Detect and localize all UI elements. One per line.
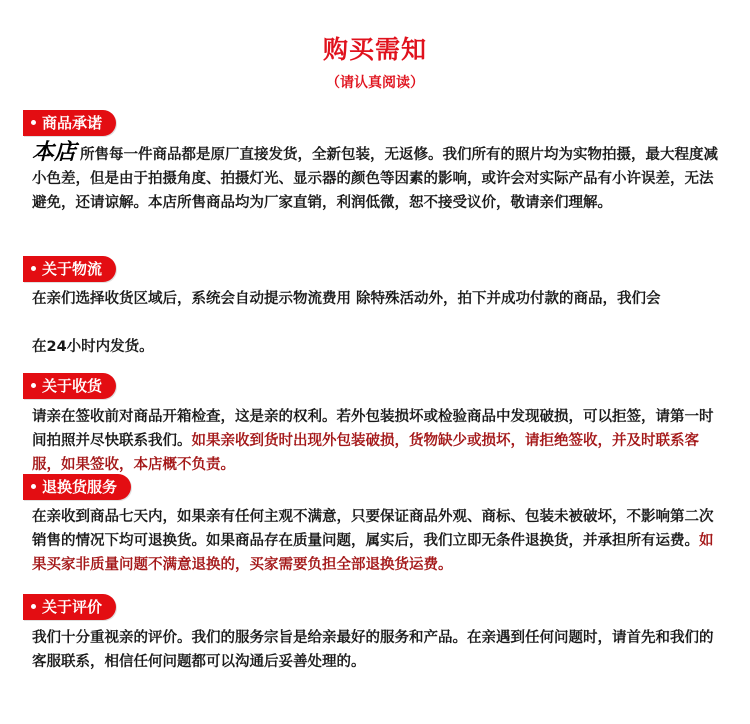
section-text-logistics-line2: 在24小时内发货。 xyxy=(32,339,154,355)
section-label-promise: 商品承诺 xyxy=(23,110,116,136)
bullet-dot-icon xyxy=(31,604,36,609)
section-label-reviews: 关于评价 xyxy=(23,594,116,620)
section-label-receipt: 关于收货 xyxy=(23,373,116,399)
section-text-promise: 本店 所售每一件商品都是原厂直接发货，全新包装，无返修。我们所有的照片均为实物拍摄，最大程度减小色差，但是由于拍摄角度、拍摄灯光、显示器的颜色等因素的影响，或许会对实际产品有小许误差，无法避免，还请谅解。本店所售商品均为厂家直销，利润低微，恕不接受议价，敬请亲们理解。 xyxy=(32,139,719,211)
section-text-logistics-line1: 在亲们选择收货区域后，系统会自动提示物流费用 除特殊活动外，拍下并成功付款的商品，我们会 xyxy=(32,291,661,307)
returns-warning: 如果买家非质量问题不满意退换的，买家需要负担全部退换货运费。 xyxy=(32,533,714,573)
bullet-dot-icon xyxy=(31,383,36,388)
page-title: 购买需知 xyxy=(322,35,427,64)
section-text-receipt: 请亲在签收前对商品开箱检查，这是亲的权利。若外包装损坏或检验商品中发现破损，可以拒签，请第一时间拍照并尽快联系我们。如果亲收到货时出现外包装破损，货物缺少或损坏，请拒绝签收，并及时联系客服，如果签收，本店概不负责。 xyxy=(32,409,714,473)
bullet-dot-icon xyxy=(31,266,36,271)
section-label-logistics: 关于物流 xyxy=(23,256,116,282)
bullet-dot-icon xyxy=(31,484,36,489)
receipt-warning: 如果亲收到货时出现外包装破损，货物缺少或损坏，请拒绝签收，并及时联系客服，如果签收，本店概不负责。 xyxy=(32,433,699,473)
section-text-reviews: 我们十分重视亲的评价。我们的服务宗旨是给亲最好的服务和产品。在亲遇到任何问题时，请首先和我们的客服联系，相信任何问题都可以沟通后妥善处理的。 xyxy=(32,630,714,670)
page-subtitle: （请认真阅读） xyxy=(326,75,424,91)
bullet-dot-icon xyxy=(31,120,36,125)
section-text-returns: 在亲收到商品七天内，如果亲有任何主观不满意，只要保证商品外观、商标、包装未被破坏，不影响第二次销售的情况下均可退换货。如果商品存在质量问题，属实后，我们立即无条件退换货，并承担所有运费。如果买家非质量问题不满意退换的，买家需要负担全部退换货运费。 xyxy=(32,509,714,573)
section-label-returns: 退换货服务 xyxy=(23,474,131,500)
store-lead: 本店 xyxy=(32,139,77,165)
